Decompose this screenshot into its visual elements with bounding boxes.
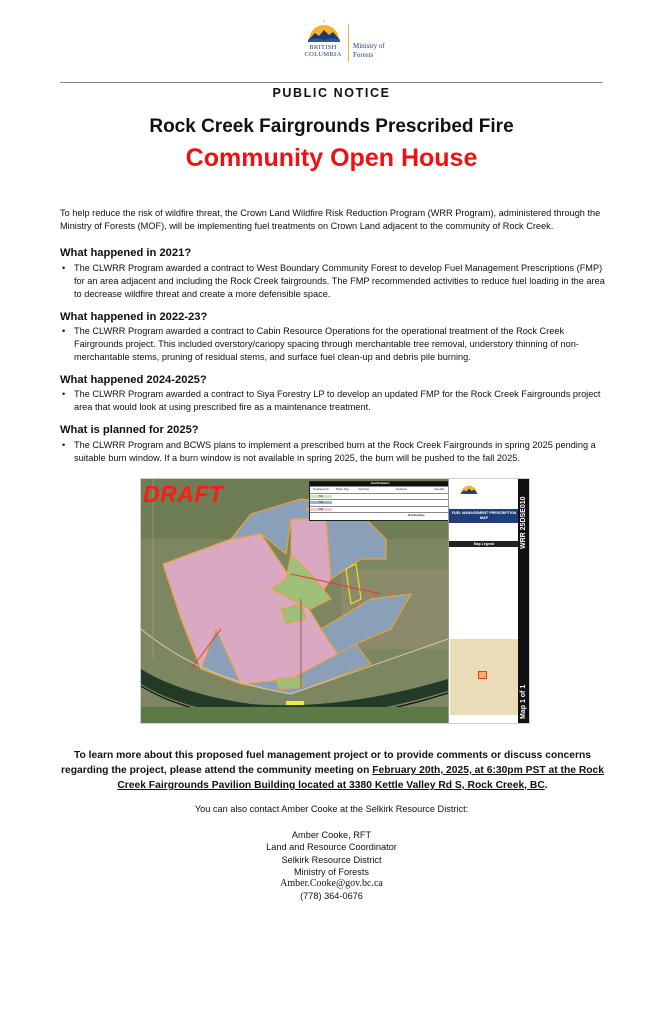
area-breakdown-title: Area Breakdown (310, 482, 450, 486)
area-breakdown-table (309, 481, 451, 521)
contact-email-link[interactable]: Amber.Cooke@gov.bc.ca (280, 878, 383, 890)
section-heading-2021: What happened in 2021? (60, 247, 192, 259)
section-heading-2025: What is planned for 2025? (60, 424, 199, 436)
contact-intro: You can also contact Amber Cooke at the Selkirk Resource District: (194, 804, 469, 814)
contact-ministry: Ministry of Forests (293, 866, 370, 877)
contact-phone: (778) 364-0676 (300, 891, 363, 902)
public-notice-label: PUBLIC NOTICE (272, 86, 391, 100)
map-side-label-bar (518, 479, 529, 723)
section-bullet-2024-2025: • The CLWRR Program awarded a contract to Siya Forestry LP to develop an updated FMP for the Rock Creek Fairgrounds project area that would look at using prescribed fire as a maintenance treatment. (62, 389, 601, 412)
bc-sun-mountains-icon (306, 20, 342, 42)
map-legend-title: Map Legend (449, 541, 519, 547)
meeting-details: February 20th, 2025, at 6:30pm PST at the Rock Creek Fairgrounds Pavilion Building located at 3380 Kettle Valley Rd S, Rock Creek, BC (117, 765, 604, 791)
section-bullet-2022-23: • The CLWRR Program awarded a contract to Cabin Resource Operations for the operational treatment of the Rock Creek Fairgrounds project. This included overstory/canopy spacing through merchantable tree removal, understory thinning of non-merchantable stems, pruning of residual stems, and surface fuel clean-up and debris pile burning. (62, 326, 579, 362)
table-footer-row: Area Summary (310, 512, 450, 519)
bullet-icon: • (62, 440, 66, 450)
bullet-icon: • (62, 326, 66, 336)
map-id-label: WRR 25DSE010 (520, 496, 527, 549)
contact-name: Amber Cooke, RFT (291, 830, 372, 840)
header-rule (60, 82, 603, 83)
section-bullet-2021: • The CLWRR Program awarded a contract to West Boundary Community Forest to develop Fuel Management Prescriptions (FMP) for an area adjacent and including the Rock Creek fairgrounds. The FMP recommended activities to reduce fuel loading in the area to decrease wildfire threat and create a more defensible space. (62, 263, 605, 299)
logo-ministry-of-forests: Ministry of Forests (353, 42, 385, 59)
page-subtitle: Community Open House (185, 144, 478, 172)
map-page-label: Map 1 of 1 (520, 684, 527, 719)
bullet-icon: • (62, 263, 66, 273)
table-row: TU2 (310, 499, 450, 506)
table-row: TU1 (310, 493, 450, 500)
contact-district: Selkirk Resource District (281, 854, 382, 865)
logo-divider (348, 24, 349, 62)
contact-block (0, 829, 663, 903)
call-to-action: To learn more about this proposed fuel management project or to provide comments or discuss concerns regarding the project, please attend the community meeting on February 20th, 2025, at 6:30pm PST at the Rock Creek Fairgrounds Pavilion Building located at 3380 Kettle Valley Rd S, Rock Creek, BC. (60, 750, 604, 791)
intro-paragraph: To help reduce the risk of wildfire threat, the Crown Land Wildfire Risk Reduction Program (WRR Program), administered through the Ministry of Forests (MOF), will be implementing fuel treatments on Crown Land adjacent to the community of Rock Creek. (60, 208, 601, 231)
bc-ministry-logo (300, 20, 390, 66)
section-heading-2022-23: What happened in 2022-23? (60, 311, 208, 323)
map-side-panel (448, 479, 519, 723)
locator-inset-map (450, 639, 518, 715)
contact-role: Land and Resource Coordinator (266, 842, 397, 853)
table-header-row: Treatment Unit Timber Type Fuel Type Treatment Area (ha) (310, 486, 450, 493)
panel-title: FUEL MANAGEMENT PRESCRIPTION MAP (449, 509, 519, 523)
logo-british-columbia: BRITISH COLUMBIA (304, 44, 342, 58)
section-bullet-2025: • The CLWRR Program and BCWS plans to implement a prescribed burn at the Rock Creek Fairgrounds in spring 2025 pending a suitable burn window. If a burn window is not available in spring 2025, the burn will be pushed to the fall 2025. (62, 440, 596, 463)
location-marker-icon (478, 671, 487, 679)
draft-watermark: DRAFT (143, 481, 224, 507)
panel-bc-logo-icon (459, 483, 479, 495)
table-row: TU3 (310, 506, 450, 513)
fuel-management-map (140, 478, 530, 724)
page-title: Rock Creek Fairgrounds Prescribed Fire (149, 116, 514, 137)
bullet-icon: • (62, 389, 66, 399)
section-heading-2024-2025: What happened 2024-2025? (60, 374, 207, 386)
